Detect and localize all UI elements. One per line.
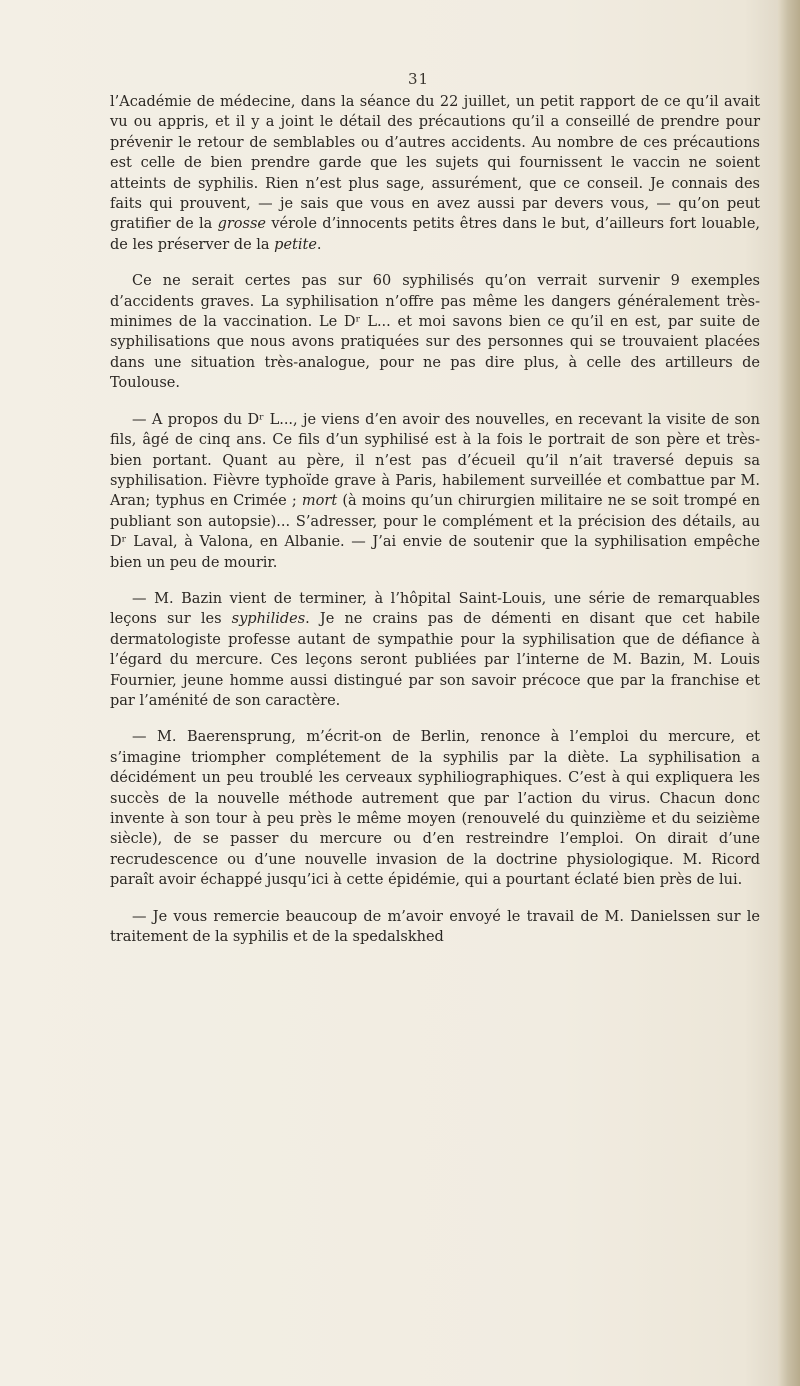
italic-text: grosse bbox=[217, 216, 267, 233]
page-number: 31 bbox=[408, 70, 430, 88]
text-run: . bbox=[316, 236, 322, 253]
text-run: Ce ne serait certes pas sur 60 syphilisés qu’on verrait survenir 9 exemples d’accidents graves. La syphilisation n’offre pas même les dangers généralement très-minimes de la vaccination. Le Dʳ L... et moi savons bien ce qu’il en est, par suite de syphilisations que nous avons pratiquées sur des personnes qui se trouvaient placées dans une situation très-analogue, pour ne pas dire plus, à celle des artilleurs de Toulouse. bbox=[110, 273, 760, 392]
text-run: vérole d’innocents petits êtres dans le but, d’ailleurs fort louable, de les préserver de la bbox=[110, 216, 761, 253]
text-run: — A propos du Dʳ L..., je viens d’en avoir des nouvelles, en recevant la visite de son fils, âgé de cinq ans. Ce fils d’un syphilisé est à la fois le portrait de son père et très-bien portant. Quant au père, il n’est pas d’écueil qu’il n’ait traversé depuis sa syphilisation. Fièvre typhoïde grave à Paris, habilement surveillée et combattue par M. Aran; typhus en Crimée ; bbox=[110, 411, 760, 510]
text-run: . Je ne crains pas de démenti en disant que cet habile dermatologiste professe autant de sympathie pour la syphilisation que de défiance à l’égard du mercure. Ces leçons seront publiées par l’interne de M. Bazin, M. Louis Fournier, jeune homme aussi distingué par son savoir précoce que par la franchise et par l’aménité de son caractère. bbox=[110, 611, 760, 709]
italic-text: syphilides bbox=[231, 611, 306, 628]
paragraph-baerensprung bbox=[110, 727, 760, 890]
text-run: — M. Bazin vient de terminer, à l’hôpital Saint-Louis, une série de remarquables leçons sur les bbox=[110, 590, 760, 628]
text-run: — Je vous remercie beaucoup de m’avoir envoyé le travail de M. Danielssen sur le traitement de la syphilis et de la spedalskhed bbox=[110, 908, 760, 946]
text-run: l’Académie de médecine, dans la séance du 22 juillet, un petit rapport de ce qu’il avait vu ou appris, et il y a joint le détail des précautions qu’il a conseillé de prendre pour prévenir le retour de semblables ou d’autres accidents. Au nombre de ces précautions est celle de bien prendre garde que les sujets qui fournissent le vaccin ne soient atteints de syphilis. Rien n’est plus sage, assurément, que ce conseil. Je connais des faits qui prouvent, — je sais que vous en avez aussi par devers vous, — qu’on peut gratifier de la bbox=[110, 94, 760, 233]
italic-text: petite bbox=[274, 236, 317, 253]
paragraph-dr-l bbox=[110, 410, 760, 573]
text-run: (à moins qu’un chirurgien militaire ne se soit trompé en publiant son autopsie)... S’adresser, pour le complément et la précision des détails, au Dʳ Laval, à Valona, en Albanie. — J’ai envie de soutenir que la syphilisation empêche bien un peu de mourir. bbox=[110, 493, 760, 571]
paragraph-syphilises bbox=[110, 271, 760, 393]
page-binding-edge bbox=[778, 0, 800, 1386]
text-run: — M. Baerensprung, m’écrit-on de Berlin, renonce à l’emploi du mercure, et s’imagine triompher complétement de la syphilis par la diète. La syphilisation a décidément un peu troublé les cerveaux syphiliographiques. C’est à qui expliquera les succès de la nouvelle méthode autrement que par l’action du virus. Chacun donc invente à son tour à peu près le même moyen (renouvelé du quinzième et du seizième siècle), de se passer du mercure ou d’en restreindre l’emploi. On dirait d’une recrudescence ou d’une nouvelle invasion de la doctrine physiologique. M. Ricord paraît avoir échappé jusqu’ici à cette épidémie, qui a pourtant éclaté bien près de lui. bbox=[110, 729, 760, 889]
paragraph-academie bbox=[110, 92, 760, 255]
body-text bbox=[110, 92, 760, 963]
paragraph-bazin bbox=[110, 589, 760, 711]
italic-text: mort bbox=[301, 493, 338, 510]
paragraph-danielssen bbox=[110, 907, 760, 948]
